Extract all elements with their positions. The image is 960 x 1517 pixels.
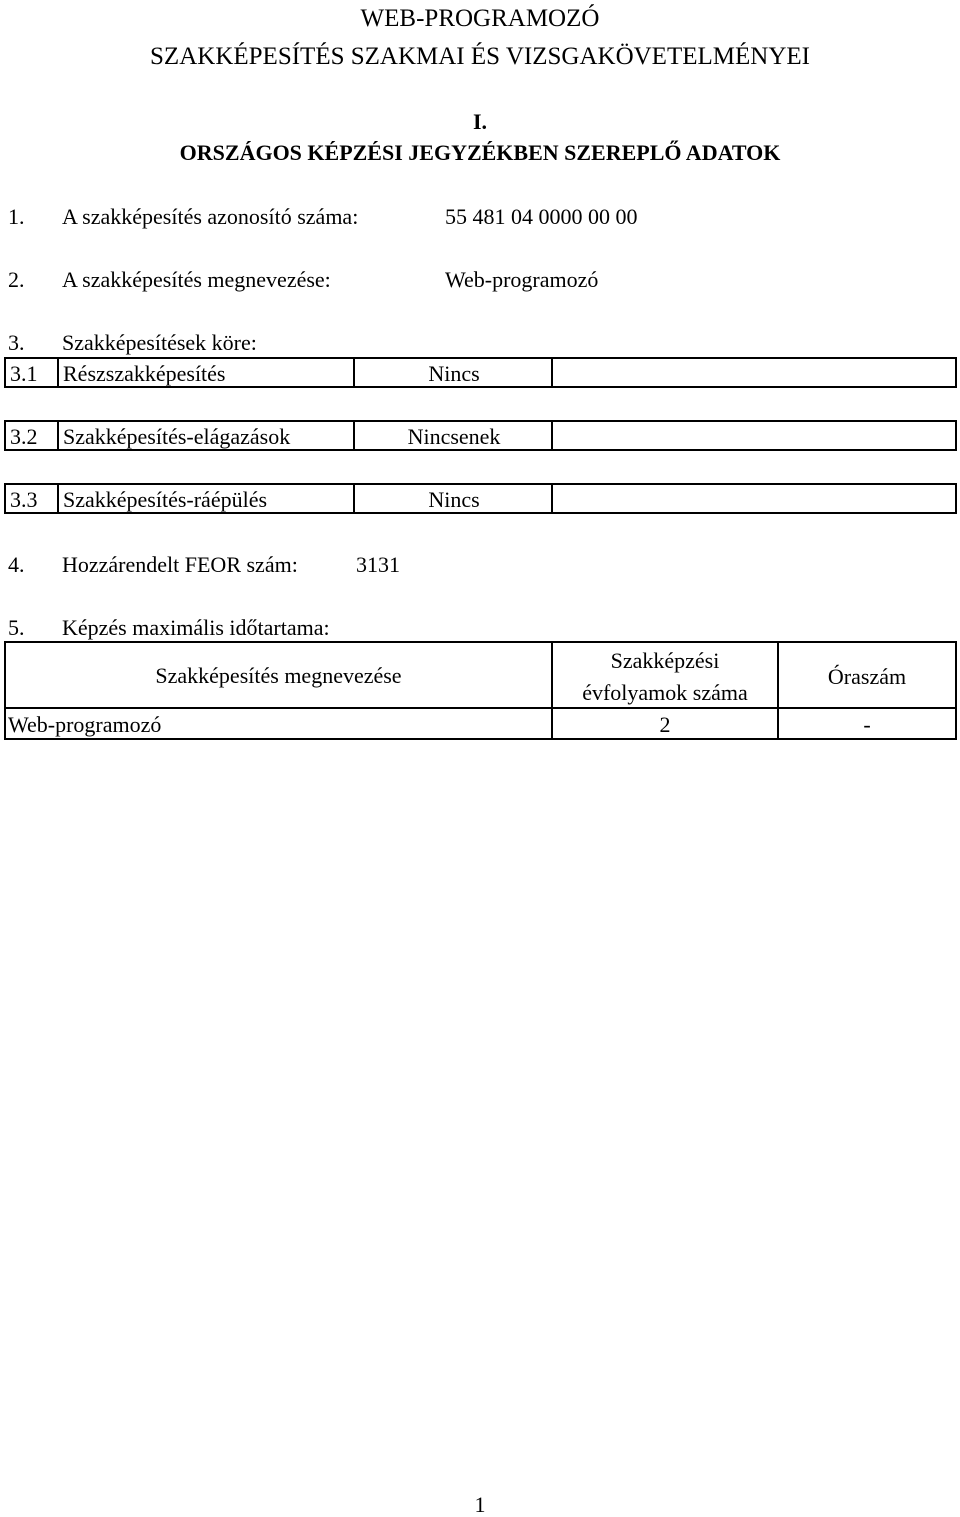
page-number: 1	[474, 1492, 486, 1517]
sub-row-3-3	[4, 483, 957, 514]
header-years-line1: Szakképzési	[610, 648, 720, 673]
header-name: Szakképesítés megnevezése	[155, 663, 402, 688]
sub-row-number-cell	[6, 422, 59, 449]
document-title: WEB-PROGRAMOZÓ	[360, 5, 600, 32]
item4-number: 4.	[8, 552, 25, 577]
item3-label: Szakképesítések köre:	[62, 330, 257, 355]
sub-row-label: Szakképesítés-elágazások	[63, 424, 291, 449]
item3-number: 3.	[8, 330, 25, 355]
sub-row-value-cell	[355, 485, 553, 512]
item1-label: A szakképesítés azonosító száma:	[62, 204, 359, 229]
sub-row-label-cell	[59, 422, 355, 449]
sub-row-value: Nincs	[428, 361, 480, 386]
table-divider	[6, 707, 955, 709]
header-hours: Óraszám	[827, 664, 907, 689]
document-subtitle: SZAKKÉPESÍTÉS SZAKMAI ÉS VIZSGAKÖVETELMÉNYEI	[150, 43, 810, 70]
duration-table	[4, 641, 957, 740]
sub-row-label: Szakképesítés-ráépülés	[63, 487, 268, 512]
row-name: Web-programozó	[8, 712, 162, 737]
sub-row-3-1	[4, 357, 957, 388]
sub-row-number-cell	[6, 359, 59, 386]
item5-label: Képzés maximális időtartama:	[62, 615, 330, 640]
row-hours: -	[863, 712, 871, 737]
sub-row-label-cell	[59, 485, 355, 512]
sub-row-label-cell	[59, 359, 355, 386]
row-years: 2	[659, 712, 671, 737]
sub-row-label: Részszakképesítés	[63, 361, 226, 386]
item1-number: 1.	[8, 204, 25, 229]
item2-value: Web-programozó	[445, 267, 599, 292]
header-years-line2: évfolyamok száma	[582, 680, 748, 705]
item4-value: 3131	[356, 552, 400, 577]
item5-number: 5.	[8, 615, 25, 640]
section-number: I.	[472, 109, 488, 134]
item2-number: 2.	[8, 267, 25, 292]
item4-label: Hozzárendelt FEOR szám:	[62, 552, 298, 577]
sub-row-number: 3.3	[10, 487, 38, 512]
sub-row-value-cell	[355, 422, 553, 449]
sub-row-number: 3.2	[10, 424, 38, 449]
sub-row-3-2	[4, 420, 957, 451]
sub-row-value: Nincs	[428, 487, 480, 512]
sub-row-value-cell	[355, 359, 553, 386]
sub-row-number-cell	[6, 485, 59, 512]
item1-value: 55 481 04 0000 00 00	[445, 204, 638, 229]
sub-row-value: Nincsenek	[407, 424, 501, 449]
sub-row-number: 3.1	[10, 361, 38, 386]
section-title: ORSZÁGOS KÉPZÉSI JEGYZÉKBEN SZEREPLŐ ADATOK	[179, 140, 781, 165]
item2-label: A szakképesítés megnevezése:	[62, 267, 331, 292]
